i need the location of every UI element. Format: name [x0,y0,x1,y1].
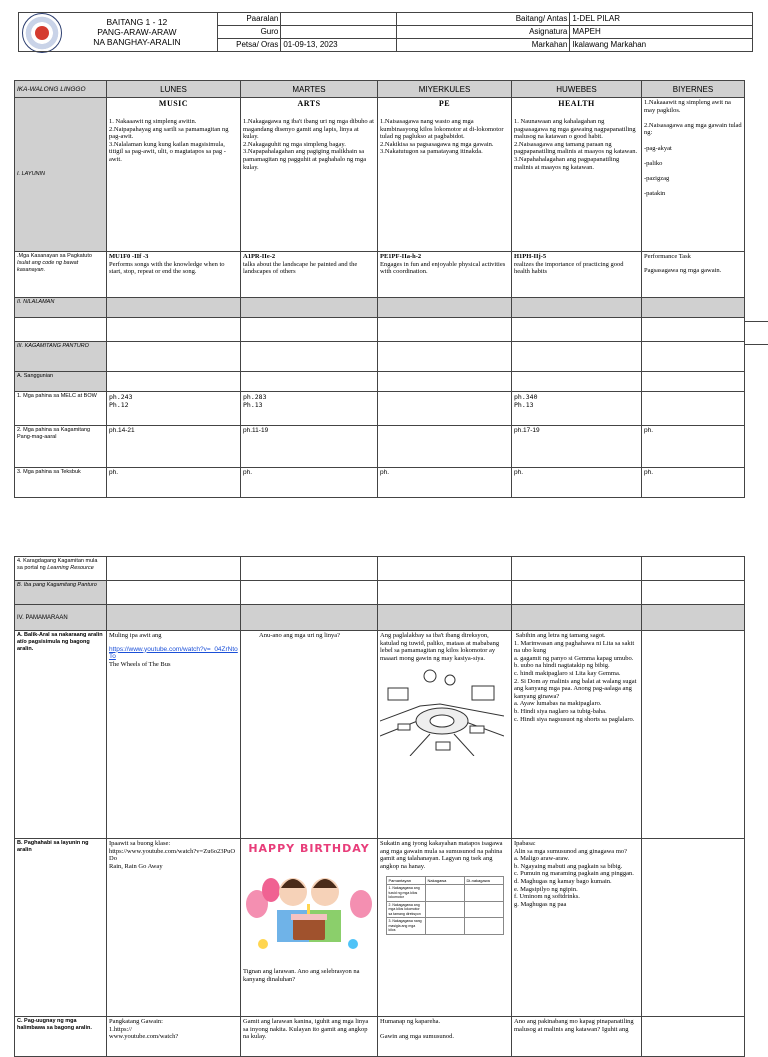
subject-pe: PE [438,99,451,108]
competency-monday [107,252,241,298]
materials-label: III. KAGAMITANG PANTURO [15,342,107,372]
cell [642,342,745,372]
objectives-row [15,98,745,252]
grade-value: 1-DEL PILAR [570,13,753,26]
day-thursday: HUWEBES [512,81,642,98]
competencies-label-note: Isulat ang code ng bawat kasanayan. [17,260,79,273]
roundabout-illustration [380,666,504,756]
birthday-party-image [243,852,373,962]
objective-text: 1.Naisasagawa nang wasto ang mga kumbinasyong kilos lokomotor at di-lokomotor tulad ng paglukso at pagbabidot. 2.Nakikisa sa pagsasagawa ng mga gawain. 3.Nakatutugon sa pamatayang itinakda. [380,118,504,156]
header-title-line: PANG-ARAW-ARAW [97,27,177,37]
purpose-row [15,839,745,1017]
objectives-tuesday [241,98,378,252]
header-table [18,12,753,52]
purpose-wednesday [378,839,512,1017]
references-label: A. Sanggunian [15,372,107,392]
header-title-line: NA BANGHAY-ARALIN [93,37,181,47]
header-title [19,13,218,52]
purpose-text: Tignan ang larawan. Ano ang selebrasyon na kanyang dinaluhan? [243,968,360,983]
objective-text: 1.Nakaaawit ng simpleng awit na may pagkilos. 2.Naisasagawa ang mga gawain tulad ng: -pag-akyat -paliko -pazigzag -patakin [644,99,742,198]
day-friday: BIYERNES [642,81,745,98]
melc-monday: ph.243 Ph.12 [107,392,241,426]
grade-label: Baitang/ Antas [396,13,569,26]
mini-row: 1. Nakagagawa ang tuwid ng mga kilos lokomotor [386,885,425,902]
melc-wednesday [378,392,512,426]
competency-text: realizes the importance of practicing good health habits [514,260,624,276]
learner-materials-friday: ph. [642,426,745,468]
cell [642,581,745,605]
quarter-value: Ikalawang Markahan [570,39,753,52]
additional-materials-label-text: 4. Karagdagang Kagamitan mula sa portal ng [17,558,98,571]
cell [107,605,241,631]
cell [512,298,642,318]
cell [642,557,745,581]
examples-row [15,1017,745,1057]
days-header-row [15,81,745,98]
competency-friday [642,252,745,298]
materials-row [15,342,745,372]
cell [378,605,512,631]
textbook-label: 3. Mga pahina sa Teksbuk [15,468,107,498]
birthday-illustration [243,840,375,960]
objective-text: 1. Naunawaan ang kahalagahan ng pagsasagawa ng mga gawaing nagpapanatiling malusog na katawan o good habit. 2.Naisasagawa ang tamang paraan ng pagpapanatiling malinis at maayos ng katawan. 3.Napahahalagahan ang pagpapanatiling malinis at maayos ng katawan. [514,118,638,171]
cell [512,581,642,605]
review-tuesday [241,631,378,839]
learner-materials-tuesday: ph.11-19 [241,426,378,468]
melc-label: 1. Mga pahina sa MELC at BOW [15,392,107,426]
cell [512,557,642,581]
additional-materials-label-note: Learning Resource [47,565,94,571]
textbook-monday: ph. [107,468,241,498]
purpose-monday [107,839,241,1017]
objectives-label: I. LAYUNIN [15,98,107,252]
review-text: Sabihin ang letra ng tamang sagot. 1. Marinwasan ang paghahawa ni Lita sa sakit na ubo kung a. gagamit ng panyo si Gemma kapag umubo. b. uubo na hindi nagtatakip ng bibig. c. hindi makipaglaro si Lita kay Gemma. 2. Si Dom ay malinis ang balat at walang sugat ang kanyang mga paa. Anong pag-aalaga ang kanyang ginawa? a. Ayaw lumabas na makipaglaro. b. Hindi siya naglaro sa tubig-baha. c. Hindi siya nagsusuot ng shorts sa paglalaro. [514,632,637,723]
cell [241,557,378,581]
melc-thursday: ph.340 Ph.13 [512,392,642,426]
mini-head: Pamantayan [386,877,425,885]
cell [642,318,745,342]
textbook-tuesday: ph. [241,468,378,498]
cell [378,298,512,318]
date-label: Petsa/ Oras [217,39,281,52]
subject-arts: ARTS [297,99,321,108]
additional-materials-label [15,557,107,581]
cell [512,605,642,631]
subject-health: HEALTH [558,99,595,108]
examples-text: Gamit ang larawan kanina, iguhit ang mga linya sa inyong nakita. Kulayan ito gamit ang angkop na kulay. [243,1018,369,1041]
objectives-friday [642,98,745,252]
cell [241,298,378,318]
date-value: 01-09-13, 2023 [281,39,397,52]
cell [642,605,745,631]
competency-text: Performs songs with the knowledge when to start, stop, repeat or end the song. [109,260,225,276]
subject-label: Asignatura [396,26,569,39]
song-title: The Wheels of The Bus [109,660,171,668]
textbook-friday: ph. [642,468,745,498]
learner-materials-label: 2. Mga pahina sa Kagamitang Pang-mag-aaral [15,426,107,468]
competency-wednesday [378,252,512,298]
purpose-friday [642,839,745,1017]
day-monday: LUNES [107,81,241,98]
quarter-label: Markahan [396,39,569,52]
birthday-banner: HAPPY BIRTHDAY [248,842,370,855]
learner-materials-monday: ph.14-21 [107,426,241,468]
cell [107,372,241,392]
objectives-monday [107,98,241,252]
competency-tuesday [241,252,378,298]
divider-line [744,321,768,322]
cell [107,557,241,581]
objective-text: 1.Nakagagawa ng iba't ibang uri ng mga dibuho at magandang disenyo gamit ang lapis, linya at kulay. 2.Nakagaguhit ng mga simpleng bagay. 3.Napapahalagahan ang pagiging malikhain sa pamamagitan ng pagguhit at paghahalo ng mga kulay. [243,118,374,171]
teacher-value [281,26,397,39]
competencies-label-text: .Mga Kasanayan sa Pagkatuto [17,253,92,259]
examples-text: Humanap ng kapareha. Gawin ang mga sumusunod. [380,1018,455,1041]
cell [241,342,378,372]
cell [512,372,642,392]
mini-head: Nakagawa [425,877,464,885]
lesson-plan-table-2 [14,556,745,1057]
learner-materials-row [15,426,745,468]
examples-monday [107,1017,241,1057]
header-title-line: BAITANG 1 - 12 [106,17,168,27]
references-row [15,372,745,392]
procedure-label: IV. PAMAMARAAN [15,605,107,631]
review-label: A. Balik-Aral sa nakaraang aralin at/o pagsisimula ng bagong aralin. [15,631,107,839]
competency-text: Pagsasagawa ng mga gawain. [644,266,722,274]
melc-friday [642,392,745,426]
divider-line [744,344,768,345]
week-label: IKA-WALONG LINGGO [15,81,107,98]
competency-thursday [512,252,642,298]
cell [642,372,745,392]
examples-tuesday [241,1017,378,1057]
competency-code: Performance Task [644,253,691,260]
textbook-thursday: ph. [512,468,642,498]
competency-text: Engages in fun and enjoyable physical activities with coordination. [380,260,506,276]
cell [642,298,745,318]
cell [107,298,241,318]
examples-thursday [512,1017,642,1057]
cell [107,342,241,372]
school-label: Paaralan [217,13,281,26]
mini-check-cell [425,918,464,935]
examples-label: C. Pag-uugnay ng mga halimbawa sa bagong aralin. [15,1017,107,1057]
cell [378,372,512,392]
lesson-plan-table-1 [14,80,745,498]
purpose-text: Sukatin ang iyong kakayahan matapos isagawa ang mga gawain mula sa sumusunod na pahina gamit ang talahanayan. Lagyan ng tsek ang angkop na hanay. [380,840,503,870]
review-wednesday [378,631,512,839]
objectives-wednesday [378,98,512,252]
cell [241,605,378,631]
content-label: II. NILALAMAN [15,298,107,318]
cell [378,342,512,372]
mini-check-cell [425,901,464,918]
examples-friday [642,1017,745,1057]
other-materials-label: B. Iba pang Kagamitang Panturo [15,581,107,605]
day-wednesday: MIYERKULES [378,81,512,98]
blank-row [15,318,745,342]
mini-check-cell [464,901,503,918]
cell [512,318,642,342]
additional-materials-row [15,557,745,581]
content-row [15,298,745,318]
cell [107,318,241,342]
cell [241,372,378,392]
review-text: Muling ipa awit ang [109,632,162,639]
review-row [15,631,745,839]
mini-check-cell [464,918,503,935]
melc-row [15,392,745,426]
teacher-label: Guro [217,26,281,39]
purpose-label: B. Paghahabi sa layunin ng aralin [15,839,107,1017]
purpose-thursday [512,839,642,1017]
review-friday [642,631,745,839]
purpose-tuesday [241,839,378,1017]
subject-value: MAPEH [570,26,753,39]
competency-code: PE1PF-IIa-h-2 [380,253,422,260]
review-text: Anu-ano ang mga uri ng linya? [259,632,341,639]
examples-wednesday [378,1017,512,1057]
competency-code: MU1F0 -IIf -3 [109,253,149,260]
cell [241,581,378,605]
learner-materials-thursday: ph.17-19 [512,426,642,468]
mini-check-cell [464,885,503,902]
cell [241,318,378,342]
textbook-row [15,468,745,498]
cell [512,342,642,372]
self-check-table [386,876,504,935]
purpose-text: Ipabasa: Alin sa mga sumusunod ang ginagawa mo? a. Maligo araw-araw. b. Ngayaing mabuti ang pagkain sa bibig. c. Pumuin ng maraming pagkain ang pinggan. d. Maghugas ng kamay bago kumain. e. Magsipilyo ng ngipin. f. Uminom ng softdrinks. g. Maghugas ng paa [514,840,634,908]
cell [107,581,241,605]
review-monday [107,631,241,839]
competency-code: A1PR-IIe-2 [243,253,276,260]
other-materials-row [15,581,745,605]
learner-materials-wednesday [378,426,512,468]
purpose-text: Ipaawit sa buong klase: https://www.youtube.com/watch?v=Zu6o23PuODo Rain, Rain Go Away [109,840,236,870]
procedure-row [15,605,745,631]
cell [15,318,107,342]
song-link[interactable]: https://www.youtube.com/watch?v=_04ZrNtoTo [109,645,238,661]
textbook-wednesday: ph. [378,468,512,498]
school-value [281,13,397,26]
subject-music: MUSIC [158,99,189,108]
competencies-label [15,252,107,298]
cell [378,557,512,581]
objectives-thursday [512,98,642,252]
cell [378,318,512,342]
objective-text: 1. Nakaaawit ng simpleng awitin. 2.Naipapahayag ang sarili sa pamamagitan ng pag-awit. 3.Nalalaman kung kung kailan magsisimula, titigil sa pag-awit, ulit, o magtatapos sa pag - awit. [109,118,229,163]
mini-row: 3. Nakagagawa nang masigla ang mga kilos [386,918,425,935]
mini-head: Di-nakagawa [464,877,503,885]
review-thursday [512,631,642,839]
melc-tuesday: ph.283 Ph.13 [241,392,378,426]
examples-text: Ano ang pakinabang mo kapag pinapanatiling malusog at malinis ang katawan? Iguhit ang [514,1018,634,1033]
review-text: Ang paglalakbay sa iba't ibang direksyon, katulad ng tuwid, paliko, mataas at mababang lebel sa pamamagitan ng kilos lokomotor ay maaari mong gawin ng may kasiya-siya. [380,632,500,662]
competency-text: talks about the landscape he painted and the landscapes of others [243,260,358,276]
day-tuesday: MARTES [241,81,378,98]
mini-check-cell [425,885,464,902]
mini-row: 2. Nakagagawa ang mga kilos lokomotor sa tamang direksyon [386,901,425,918]
competencies-row [15,252,745,298]
cell [378,581,512,605]
examples-text: Pangkatang Gawain: 1.https:// www.youtube.com/watch? [109,1018,179,1041]
competency-code: H1PH-IIj-5 [514,253,547,260]
